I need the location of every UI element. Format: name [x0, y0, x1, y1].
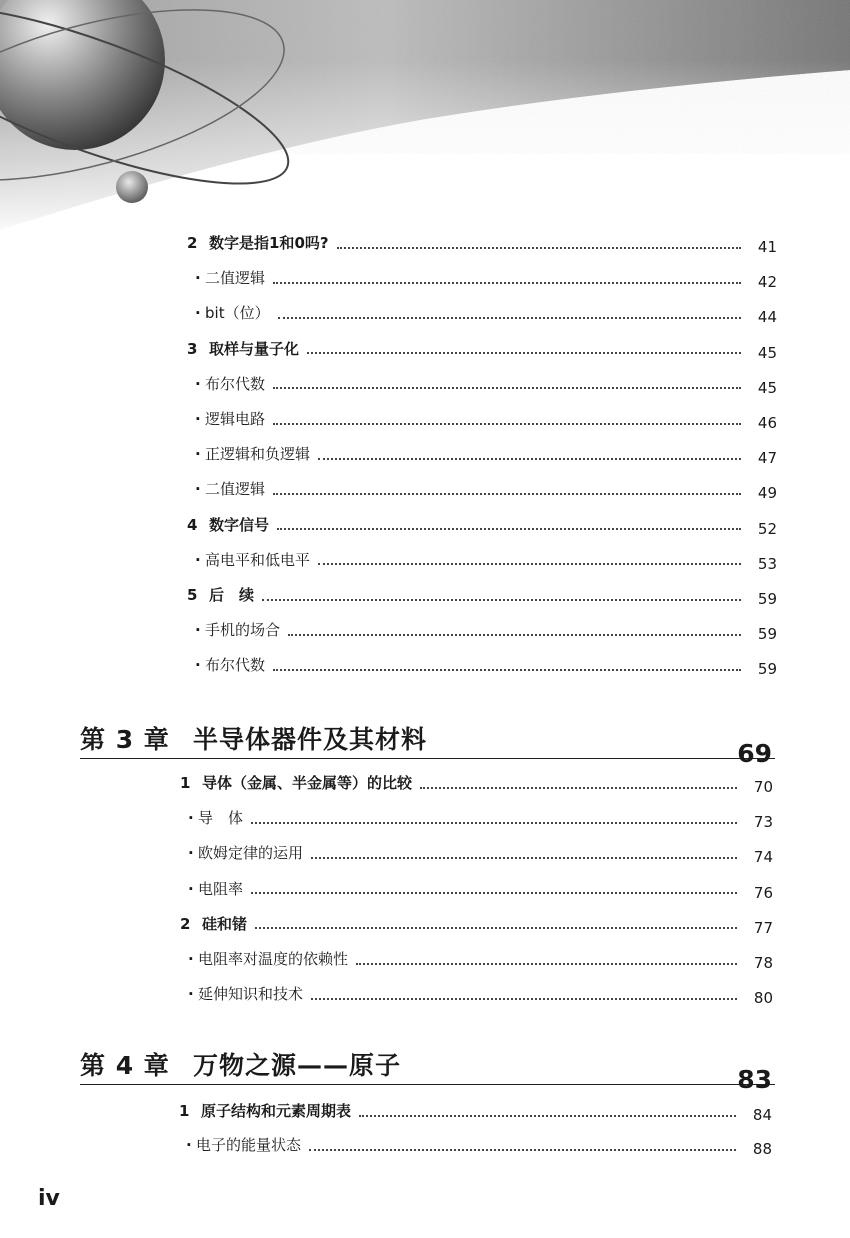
chapter-page: 69 — [737, 739, 772, 768]
entry-title: 逻辑电路 — [205, 410, 266, 428]
toc-section-entry[interactable] — [180, 913, 773, 935]
entry-title: 导体（金属、半金属等）的比较 — [202, 774, 413, 792]
entry-page-number: 78 — [753, 954, 773, 972]
dot-leader — [288, 633, 741, 636]
chapter-page: 83 — [737, 1065, 772, 1094]
dot-leader — [251, 821, 737, 824]
bullet-icon: · — [195, 304, 201, 323]
section-number: 1 — [180, 774, 191, 792]
section-number: 4 — [187, 515, 198, 534]
entry-page-number: 59 — [757, 660, 777, 679]
page-number: iv — [38, 1186, 60, 1211]
entry-title: 电阻率 — [198, 879, 244, 898]
dot-leader — [273, 281, 741, 284]
dot-leader — [307, 351, 741, 354]
bullet-icon: · — [188, 844, 194, 863]
toc-subentry[interactable] — [195, 443, 777, 468]
bullet-icon: · — [195, 621, 201, 640]
bullet-icon: · — [195, 269, 201, 288]
entry-title: bit（位） — [205, 304, 270, 323]
toc-section-entry[interactable] — [187, 232, 777, 254]
entry-page-number: 45 — [757, 343, 777, 362]
section-number: 1 — [179, 1102, 190, 1120]
entry-title: 硅和锗 — [202, 914, 248, 933]
entry-page-number: 52 — [757, 519, 777, 538]
toc-subentry[interactable] — [195, 619, 777, 644]
entry-title: 手机的场合 — [205, 621, 281, 640]
toc-subentry[interactable] — [188, 842, 773, 867]
chapter-3-heading[interactable] — [80, 722, 775, 768]
toc-subentry[interactable] — [195, 654, 777, 679]
bullet-icon: · — [195, 480, 201, 499]
section-number: 3 — [187, 339, 198, 358]
entry-page-number: 80 — [753, 989, 773, 1008]
entry-title: 欧姆定律的运用 — [198, 844, 304, 863]
entry-page-number: 74 — [753, 848, 773, 867]
toc-section-entry[interactable] — [179, 1100, 772, 1122]
entry-title: 原子结构和元素周期表 — [201, 1102, 352, 1120]
bullet-icon: · — [188, 879, 194, 898]
entry-page-number: 76 — [753, 883, 773, 902]
toc-subentry[interactable] — [195, 373, 777, 395]
toc-subentry[interactable] — [195, 267, 777, 292]
entry-title: 高电平和低电平 — [205, 550, 311, 569]
entry-title: 布尔代数 — [205, 374, 266, 393]
dot-leader — [309, 1148, 736, 1151]
toc-subentry[interactable] — [195, 549, 777, 571]
chapter-title: 万物之源——原子 — [193, 1051, 402, 1080]
dot-leader — [273, 492, 741, 495]
chapter-title: 半导体器件及其材料 — [193, 725, 428, 754]
dot-leader — [318, 457, 741, 460]
chapter-label: 第 4 章 — [80, 1051, 170, 1080]
entry-page-number: 46 — [757, 414, 777, 432]
section-number: 2 — [180, 914, 191, 933]
entry-title: 数字信号 — [209, 515, 270, 534]
dot-leader — [337, 246, 741, 249]
dot-leader — [278, 316, 741, 319]
entry-title: 取样与量子化 — [209, 339, 300, 358]
bullet-icon: · — [195, 550, 201, 569]
toc-subentry[interactable] — [195, 302, 777, 327]
toc-section-entry[interactable] — [180, 772, 773, 794]
dot-leader — [273, 668, 741, 671]
entry-title: 电子的能量状态 — [196, 1136, 302, 1154]
entry-title: 电阻率对温度的依赖性 — [198, 950, 349, 968]
bullet-icon: · — [188, 950, 194, 968]
dot-leader — [420, 786, 737, 789]
toc-subentry[interactable] — [188, 948, 773, 970]
bullet-icon: · — [186, 1136, 192, 1154]
bullet-icon: · — [195, 410, 201, 428]
entry-page-number: 84 — [752, 1106, 772, 1124]
header-decoration — [0, 0, 850, 240]
dot-leader — [311, 856, 737, 859]
toc-subentry[interactable] — [188, 878, 773, 900]
toc-section-entry[interactable] — [187, 514, 777, 536]
entry-page-number: 59 — [757, 625, 777, 644]
entry-page-number: 41 — [757, 238, 777, 256]
entry-page-number: 49 — [757, 484, 777, 503]
bullet-icon: · — [188, 985, 194, 1004]
bullet-icon: · — [195, 656, 201, 675]
dot-leader — [251, 891, 737, 894]
toc-subentry[interactable] — [188, 983, 773, 1008]
entry-page-number: 53 — [757, 554, 777, 573]
entry-page-number: 42 — [757, 273, 777, 292]
dot-leader — [262, 598, 741, 601]
entry-title: 二值逻辑 — [205, 480, 266, 499]
entry-title: 正逻辑和负逻辑 — [205, 445, 311, 464]
bullet-icon: · — [195, 374, 201, 393]
dot-leader — [277, 527, 741, 530]
entry-title: 二值逻辑 — [205, 269, 266, 288]
dot-leader — [273, 422, 741, 425]
toc-subentry[interactable] — [188, 807, 773, 832]
section-number: 5 — [187, 586, 198, 604]
chapter-label: 第 3 章 — [80, 725, 170, 754]
toc-section-entry[interactable] — [187, 584, 777, 606]
entry-page-number: 59 — [757, 590, 777, 608]
entry-title: 导 体 — [198, 809, 244, 828]
toc-section-entry[interactable] — [187, 338, 777, 360]
entry-title: 延伸知识和技术 — [198, 985, 304, 1004]
entry-page-number: 73 — [753, 813, 773, 832]
chapter-4-heading[interactable] — [80, 1048, 775, 1094]
dot-leader — [359, 1114, 736, 1117]
dot-leader — [255, 926, 737, 929]
entry-page-number: 77 — [753, 918, 773, 937]
entry-title: 数字是指1和0吗? — [209, 234, 329, 252]
bullet-icon: · — [188, 809, 194, 828]
entry-title: 布尔代数 — [205, 656, 266, 675]
dot-leader — [311, 997, 737, 1000]
entry-page-number: 88 — [752, 1140, 772, 1158]
entry-page-number: 47 — [757, 449, 777, 468]
toc-subentry[interactable] — [186, 1134, 772, 1156]
section-number: 2 — [187, 234, 198, 252]
dot-leader — [356, 962, 737, 965]
bullet-icon: · — [195, 445, 201, 464]
entry-page-number: 70 — [753, 778, 773, 796]
dot-leader — [318, 562, 741, 565]
dot-leader — [273, 386, 741, 389]
toc-subentry[interactable] — [195, 408, 777, 430]
entry-page-number: 45 — [757, 378, 777, 397]
entry-page-number: 44 — [757, 308, 777, 327]
toc-subentry[interactable] — [195, 478, 777, 503]
entry-title: 后 续 — [209, 586, 255, 604]
